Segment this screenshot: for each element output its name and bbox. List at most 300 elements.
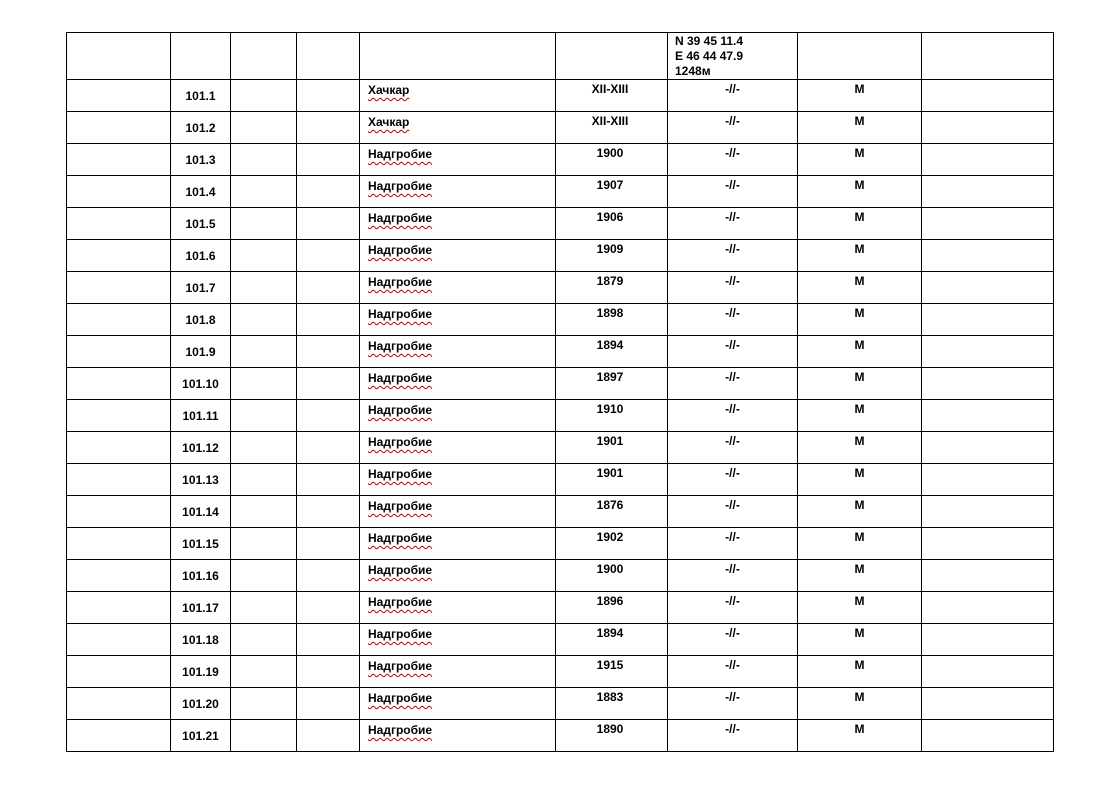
item-mark: М bbox=[854, 530, 865, 544]
cell-empty bbox=[231, 432, 297, 464]
item-number-cell bbox=[171, 688, 231, 720]
item-name-cell bbox=[360, 80, 556, 112]
item-location-cell bbox=[668, 240, 798, 272]
item-mark-cell bbox=[798, 432, 922, 464]
cell-empty bbox=[231, 144, 297, 176]
table-row bbox=[67, 176, 1054, 208]
table-row bbox=[67, 464, 1054, 496]
item-number: 101.14 bbox=[182, 505, 219, 519]
item-mark-cell bbox=[798, 688, 922, 720]
item-location-cell bbox=[668, 528, 798, 560]
item-number-cell bbox=[171, 368, 231, 400]
cell-empty bbox=[297, 656, 360, 688]
item-name: Надгробие bbox=[368, 371, 433, 385]
item-name-cell bbox=[360, 176, 556, 208]
item-mark-cell bbox=[798, 336, 922, 368]
item-location: -//- bbox=[725, 626, 740, 640]
item-mark-cell bbox=[798, 304, 922, 336]
item-location-cell bbox=[668, 464, 798, 496]
item-mark: М bbox=[854, 626, 865, 640]
item-mark: М bbox=[854, 178, 865, 192]
cell-empty bbox=[67, 464, 171, 496]
table-row bbox=[67, 688, 1054, 720]
item-date: XII-XIII bbox=[591, 82, 629, 96]
cell-empty bbox=[922, 720, 1054, 752]
item-date-cell bbox=[556, 432, 668, 464]
cell-empty bbox=[922, 80, 1054, 112]
item-mark: М bbox=[854, 658, 865, 672]
item-date-cell bbox=[556, 624, 668, 656]
cell-empty bbox=[67, 272, 171, 304]
item-name-cell bbox=[360, 528, 556, 560]
item-location: -//- bbox=[725, 274, 740, 288]
item-name: Надгробие bbox=[368, 243, 433, 257]
cell-empty bbox=[297, 176, 360, 208]
item-number-cell bbox=[171, 560, 231, 592]
cell-empty bbox=[922, 496, 1054, 528]
item-mark-cell bbox=[798, 112, 922, 144]
item-name: Надгробие bbox=[368, 499, 433, 513]
table-row bbox=[67, 560, 1054, 592]
item-number-cell bbox=[171, 112, 231, 144]
item-mark: М bbox=[854, 594, 865, 608]
cell-empty bbox=[297, 528, 360, 560]
cell-empty bbox=[67, 144, 171, 176]
item-date: 1910 bbox=[596, 402, 624, 416]
item-location: -//- bbox=[725, 466, 740, 480]
item-name-cell bbox=[360, 336, 556, 368]
cell-empty bbox=[922, 592, 1054, 624]
table-row bbox=[67, 272, 1054, 304]
item-date: 1901 bbox=[596, 466, 624, 480]
item-date-cell bbox=[556, 272, 668, 304]
item-location-cell bbox=[668, 592, 798, 624]
cell-empty bbox=[67, 432, 171, 464]
item-number-cell bbox=[171, 208, 231, 240]
item-location: -//- bbox=[725, 434, 740, 448]
item-number: 101.8 bbox=[185, 313, 216, 327]
item-name: Хачкар bbox=[368, 115, 410, 129]
item-mark-cell bbox=[798, 208, 922, 240]
item-location-cell bbox=[668, 112, 798, 144]
item-location: -//- bbox=[725, 562, 740, 576]
item-mark-cell bbox=[798, 624, 922, 656]
item-location-cell bbox=[668, 208, 798, 240]
cell-empty bbox=[922, 368, 1054, 400]
item-location-cell bbox=[668, 656, 798, 688]
cell-empty bbox=[67, 528, 171, 560]
cell-empty bbox=[231, 656, 297, 688]
item-mark: М bbox=[854, 306, 865, 320]
header-cell-empty-6 bbox=[556, 33, 668, 80]
item-name-cell bbox=[360, 432, 556, 464]
item-mark: М bbox=[854, 210, 865, 224]
item-name-cell bbox=[360, 688, 556, 720]
cell-empty bbox=[67, 688, 171, 720]
item-date: 1876 bbox=[596, 498, 624, 512]
item-mark-cell bbox=[798, 80, 922, 112]
item-name: Надгробие bbox=[368, 659, 433, 673]
header-row bbox=[67, 33, 1054, 80]
item-name: Хачкар bbox=[368, 83, 410, 97]
item-number: 101.16 bbox=[182, 569, 219, 583]
header-cell-empty-8 bbox=[798, 33, 922, 80]
item-mark-cell bbox=[798, 176, 922, 208]
header-cell-empty-2 bbox=[171, 33, 231, 80]
item-location: -//- bbox=[725, 690, 740, 704]
item-date: 1900 bbox=[596, 562, 624, 576]
cell-empty bbox=[231, 688, 297, 720]
item-mark: М bbox=[854, 722, 865, 736]
item-name-cell bbox=[360, 560, 556, 592]
cell-empty bbox=[297, 304, 360, 336]
item-number-cell bbox=[171, 80, 231, 112]
cell-empty bbox=[297, 560, 360, 592]
item-date: 1894 bbox=[596, 338, 624, 352]
item-number: 101.10 bbox=[182, 377, 219, 391]
cell-empty bbox=[297, 432, 360, 464]
cell-empty bbox=[297, 592, 360, 624]
item-location-cell bbox=[668, 368, 798, 400]
cell-empty bbox=[231, 176, 297, 208]
item-location: -//- bbox=[725, 530, 740, 544]
table-row bbox=[67, 368, 1054, 400]
item-date-cell bbox=[556, 112, 668, 144]
item-number-cell bbox=[171, 336, 231, 368]
item-date-cell bbox=[556, 720, 668, 752]
item-location-cell bbox=[668, 496, 798, 528]
item-date: 1901 bbox=[596, 434, 624, 448]
item-name: Надгробие bbox=[368, 403, 433, 417]
cell-empty bbox=[922, 240, 1054, 272]
cell-empty bbox=[922, 624, 1054, 656]
cell-empty bbox=[922, 464, 1054, 496]
item-location: -//- bbox=[725, 658, 740, 672]
item-number-cell bbox=[171, 304, 231, 336]
cell-empty bbox=[922, 432, 1054, 464]
cell-empty bbox=[922, 656, 1054, 688]
cell-empty bbox=[231, 304, 297, 336]
cell-empty bbox=[67, 240, 171, 272]
cell-empty bbox=[922, 400, 1054, 432]
cell-empty bbox=[231, 720, 297, 752]
table-row bbox=[67, 528, 1054, 560]
item-name-cell bbox=[360, 304, 556, 336]
item-mark-cell bbox=[798, 400, 922, 432]
item-mark-cell bbox=[798, 656, 922, 688]
item-location-cell bbox=[668, 624, 798, 656]
item-number-cell bbox=[171, 272, 231, 304]
item-mark: М bbox=[854, 402, 865, 416]
item-mark: М bbox=[854, 466, 865, 480]
cell-empty bbox=[922, 112, 1054, 144]
item-location: -//- bbox=[725, 306, 740, 320]
table-row bbox=[67, 240, 1054, 272]
table-row bbox=[67, 592, 1054, 624]
item-mark-cell bbox=[798, 464, 922, 496]
cell-empty bbox=[67, 400, 171, 432]
cell-empty bbox=[67, 624, 171, 656]
item-date: 1900 bbox=[596, 146, 624, 160]
cell-empty bbox=[297, 208, 360, 240]
cell-empty bbox=[231, 240, 297, 272]
header-cell-empty-1 bbox=[67, 33, 171, 80]
item-location-cell bbox=[668, 688, 798, 720]
item-location: -//- bbox=[725, 498, 740, 512]
cell-empty bbox=[297, 624, 360, 656]
cell-empty bbox=[922, 528, 1054, 560]
item-mark-cell bbox=[798, 272, 922, 304]
item-date: 1890 bbox=[596, 722, 624, 736]
item-location: -//- bbox=[725, 594, 740, 608]
cell-empty bbox=[67, 592, 171, 624]
cell-empty bbox=[67, 304, 171, 336]
item-mark: М bbox=[854, 274, 865, 288]
item-number: 101.3 bbox=[185, 153, 216, 167]
item-date-cell bbox=[556, 656, 668, 688]
cell-empty bbox=[231, 560, 297, 592]
item-name: Надгробие bbox=[368, 275, 433, 289]
table-row bbox=[67, 432, 1054, 464]
item-location-cell bbox=[668, 336, 798, 368]
item-name: Надгробие bbox=[368, 179, 433, 193]
cell-empty bbox=[297, 720, 360, 752]
item-number: 101.21 bbox=[182, 729, 219, 743]
item-name-cell bbox=[360, 112, 556, 144]
item-name-cell bbox=[360, 720, 556, 752]
cell-empty bbox=[922, 560, 1054, 592]
item-mark: М bbox=[854, 370, 865, 384]
cell-empty bbox=[231, 496, 297, 528]
cell-empty bbox=[297, 336, 360, 368]
cell-empty bbox=[922, 304, 1054, 336]
item-date-cell bbox=[556, 240, 668, 272]
cell-empty bbox=[231, 400, 297, 432]
item-number-cell bbox=[171, 464, 231, 496]
table-row bbox=[67, 112, 1054, 144]
table-row bbox=[67, 496, 1054, 528]
item-name-cell bbox=[360, 240, 556, 272]
item-date-cell bbox=[556, 176, 668, 208]
item-number: 101.18 bbox=[182, 633, 219, 647]
cell-empty bbox=[67, 720, 171, 752]
item-date-cell bbox=[556, 496, 668, 528]
table-row bbox=[67, 208, 1054, 240]
item-location-cell bbox=[668, 144, 798, 176]
cell-empty bbox=[67, 112, 171, 144]
cell-empty bbox=[922, 144, 1054, 176]
item-number: 101.15 bbox=[182, 537, 219, 551]
cell-empty bbox=[922, 336, 1054, 368]
item-date-cell bbox=[556, 208, 668, 240]
item-number-cell bbox=[171, 240, 231, 272]
cell-empty bbox=[67, 336, 171, 368]
item-name-cell bbox=[360, 208, 556, 240]
cell-empty bbox=[67, 80, 171, 112]
item-date-cell bbox=[556, 560, 668, 592]
item-date-cell bbox=[556, 528, 668, 560]
item-name: Надгробие bbox=[368, 691, 433, 705]
cell-empty bbox=[231, 528, 297, 560]
item-location: -//- bbox=[725, 178, 740, 192]
item-name: Надгробие bbox=[368, 147, 433, 161]
header-cell-empty-9 bbox=[922, 33, 1054, 80]
item-mark-cell bbox=[798, 560, 922, 592]
item-name: Надгробие bbox=[368, 307, 433, 321]
item-name: Надгробие bbox=[368, 563, 433, 577]
item-name: Надгробие bbox=[368, 467, 433, 481]
table-row bbox=[67, 336, 1054, 368]
altitude-text: 1248м bbox=[675, 64, 711, 78]
item-location: -//- bbox=[725, 82, 740, 96]
cell-empty bbox=[67, 368, 171, 400]
cell-empty bbox=[231, 592, 297, 624]
item-mark-cell bbox=[798, 144, 922, 176]
item-number: 101.20 bbox=[182, 697, 219, 711]
item-name-cell bbox=[360, 624, 556, 656]
item-name-cell bbox=[360, 592, 556, 624]
item-date: 1894 bbox=[596, 626, 624, 640]
item-name: Надгробие bbox=[368, 595, 433, 609]
item-mark-cell bbox=[798, 720, 922, 752]
item-name: Надгробие bbox=[368, 211, 433, 225]
item-name-cell bbox=[360, 400, 556, 432]
item-mark-cell bbox=[798, 528, 922, 560]
item-number: 101.12 bbox=[182, 441, 219, 455]
item-number: 101.9 bbox=[185, 345, 216, 359]
item-location-cell bbox=[668, 176, 798, 208]
item-date-cell bbox=[556, 144, 668, 176]
table-row bbox=[67, 80, 1054, 112]
item-location: -//- bbox=[725, 210, 740, 224]
cell-empty bbox=[297, 400, 360, 432]
item-date: 1879 bbox=[596, 274, 624, 288]
item-mark: М bbox=[854, 338, 865, 352]
item-mark-cell bbox=[798, 496, 922, 528]
item-name-cell bbox=[360, 656, 556, 688]
item-location: -//- bbox=[725, 338, 740, 352]
cell-empty bbox=[67, 176, 171, 208]
item-number-cell bbox=[171, 176, 231, 208]
item-date: 1896 bbox=[596, 594, 624, 608]
item-number: 101.7 bbox=[185, 281, 216, 295]
cell-empty bbox=[922, 272, 1054, 304]
item-number-cell bbox=[171, 144, 231, 176]
cell-empty bbox=[297, 496, 360, 528]
cell-empty bbox=[922, 688, 1054, 720]
item-location: -//- bbox=[725, 722, 740, 736]
item-location: -//- bbox=[725, 242, 740, 256]
item-number: 101.19 bbox=[182, 665, 219, 679]
item-date: 1898 bbox=[596, 306, 624, 320]
cell-empty bbox=[297, 144, 360, 176]
cell-empty bbox=[231, 624, 297, 656]
cell-empty bbox=[67, 656, 171, 688]
item-number: 101.1 bbox=[185, 89, 216, 103]
cell-empty bbox=[297, 368, 360, 400]
item-number: 101.13 bbox=[182, 473, 219, 487]
table-row bbox=[67, 656, 1054, 688]
item-number: 101.17 bbox=[182, 601, 219, 615]
item-location-cell bbox=[668, 272, 798, 304]
cell-empty bbox=[67, 560, 171, 592]
table-body bbox=[67, 33, 1054, 752]
table-row bbox=[67, 400, 1054, 432]
item-number: 101.6 bbox=[185, 249, 216, 263]
item-location-cell bbox=[668, 80, 798, 112]
item-date: 1906 bbox=[596, 210, 624, 224]
item-number: 101.11 bbox=[182, 409, 219, 423]
item-date-cell bbox=[556, 400, 668, 432]
item-name-cell bbox=[360, 144, 556, 176]
table-row bbox=[67, 144, 1054, 176]
cell-empty bbox=[922, 176, 1054, 208]
cell-empty bbox=[67, 208, 171, 240]
item-name: Надгробие bbox=[368, 531, 433, 545]
item-location: -//- bbox=[725, 402, 740, 416]
header-cell-empty-3 bbox=[231, 33, 297, 80]
item-mark: М bbox=[854, 242, 865, 256]
item-date-cell bbox=[556, 304, 668, 336]
cell-empty bbox=[297, 272, 360, 304]
item-number: 101.4 bbox=[185, 185, 216, 199]
item-mark: М bbox=[854, 146, 865, 160]
item-name: Надгробие bbox=[368, 627, 433, 641]
cell-empty bbox=[297, 112, 360, 144]
header-cell-empty-4 bbox=[297, 33, 360, 80]
item-date: 1907 bbox=[596, 178, 624, 192]
item-date: 1902 bbox=[596, 530, 624, 544]
latitude-text: N 39 45 11.4 bbox=[675, 34, 744, 48]
item-number-cell bbox=[171, 592, 231, 624]
item-mark-cell bbox=[798, 240, 922, 272]
item-number: 101.5 bbox=[185, 217, 216, 231]
item-mark: М bbox=[854, 82, 865, 96]
item-mark: М bbox=[854, 562, 865, 576]
item-name-cell bbox=[360, 272, 556, 304]
item-number-cell bbox=[171, 528, 231, 560]
item-date-cell bbox=[556, 464, 668, 496]
item-mark-cell bbox=[798, 592, 922, 624]
longitude-text: E 46 44 47.9 bbox=[675, 49, 744, 63]
cell-empty bbox=[297, 464, 360, 496]
item-number-cell bbox=[171, 624, 231, 656]
item-number: 101.2 bbox=[185, 121, 216, 135]
header-cell-empty-5 bbox=[360, 33, 556, 80]
item-date: 1897 bbox=[596, 370, 624, 384]
item-name-cell bbox=[360, 496, 556, 528]
cell-empty bbox=[297, 688, 360, 720]
cell-empty bbox=[231, 272, 297, 304]
item-date-cell bbox=[556, 336, 668, 368]
cell-empty bbox=[297, 240, 360, 272]
cell-empty bbox=[922, 208, 1054, 240]
item-date-cell bbox=[556, 688, 668, 720]
coordinates-cell bbox=[668, 33, 798, 80]
item-number-cell bbox=[171, 496, 231, 528]
cell-empty bbox=[297, 80, 360, 112]
item-number-cell bbox=[171, 720, 231, 752]
item-location: -//- bbox=[725, 370, 740, 384]
item-name-cell bbox=[360, 464, 556, 496]
monuments-table bbox=[66, 32, 1054, 752]
item-location: -//- bbox=[725, 146, 740, 160]
item-location-cell bbox=[668, 304, 798, 336]
item-date: XII-XIII bbox=[591, 114, 629, 128]
item-date-cell bbox=[556, 80, 668, 112]
table-row bbox=[67, 304, 1054, 336]
item-name: Надгробие bbox=[368, 723, 433, 737]
